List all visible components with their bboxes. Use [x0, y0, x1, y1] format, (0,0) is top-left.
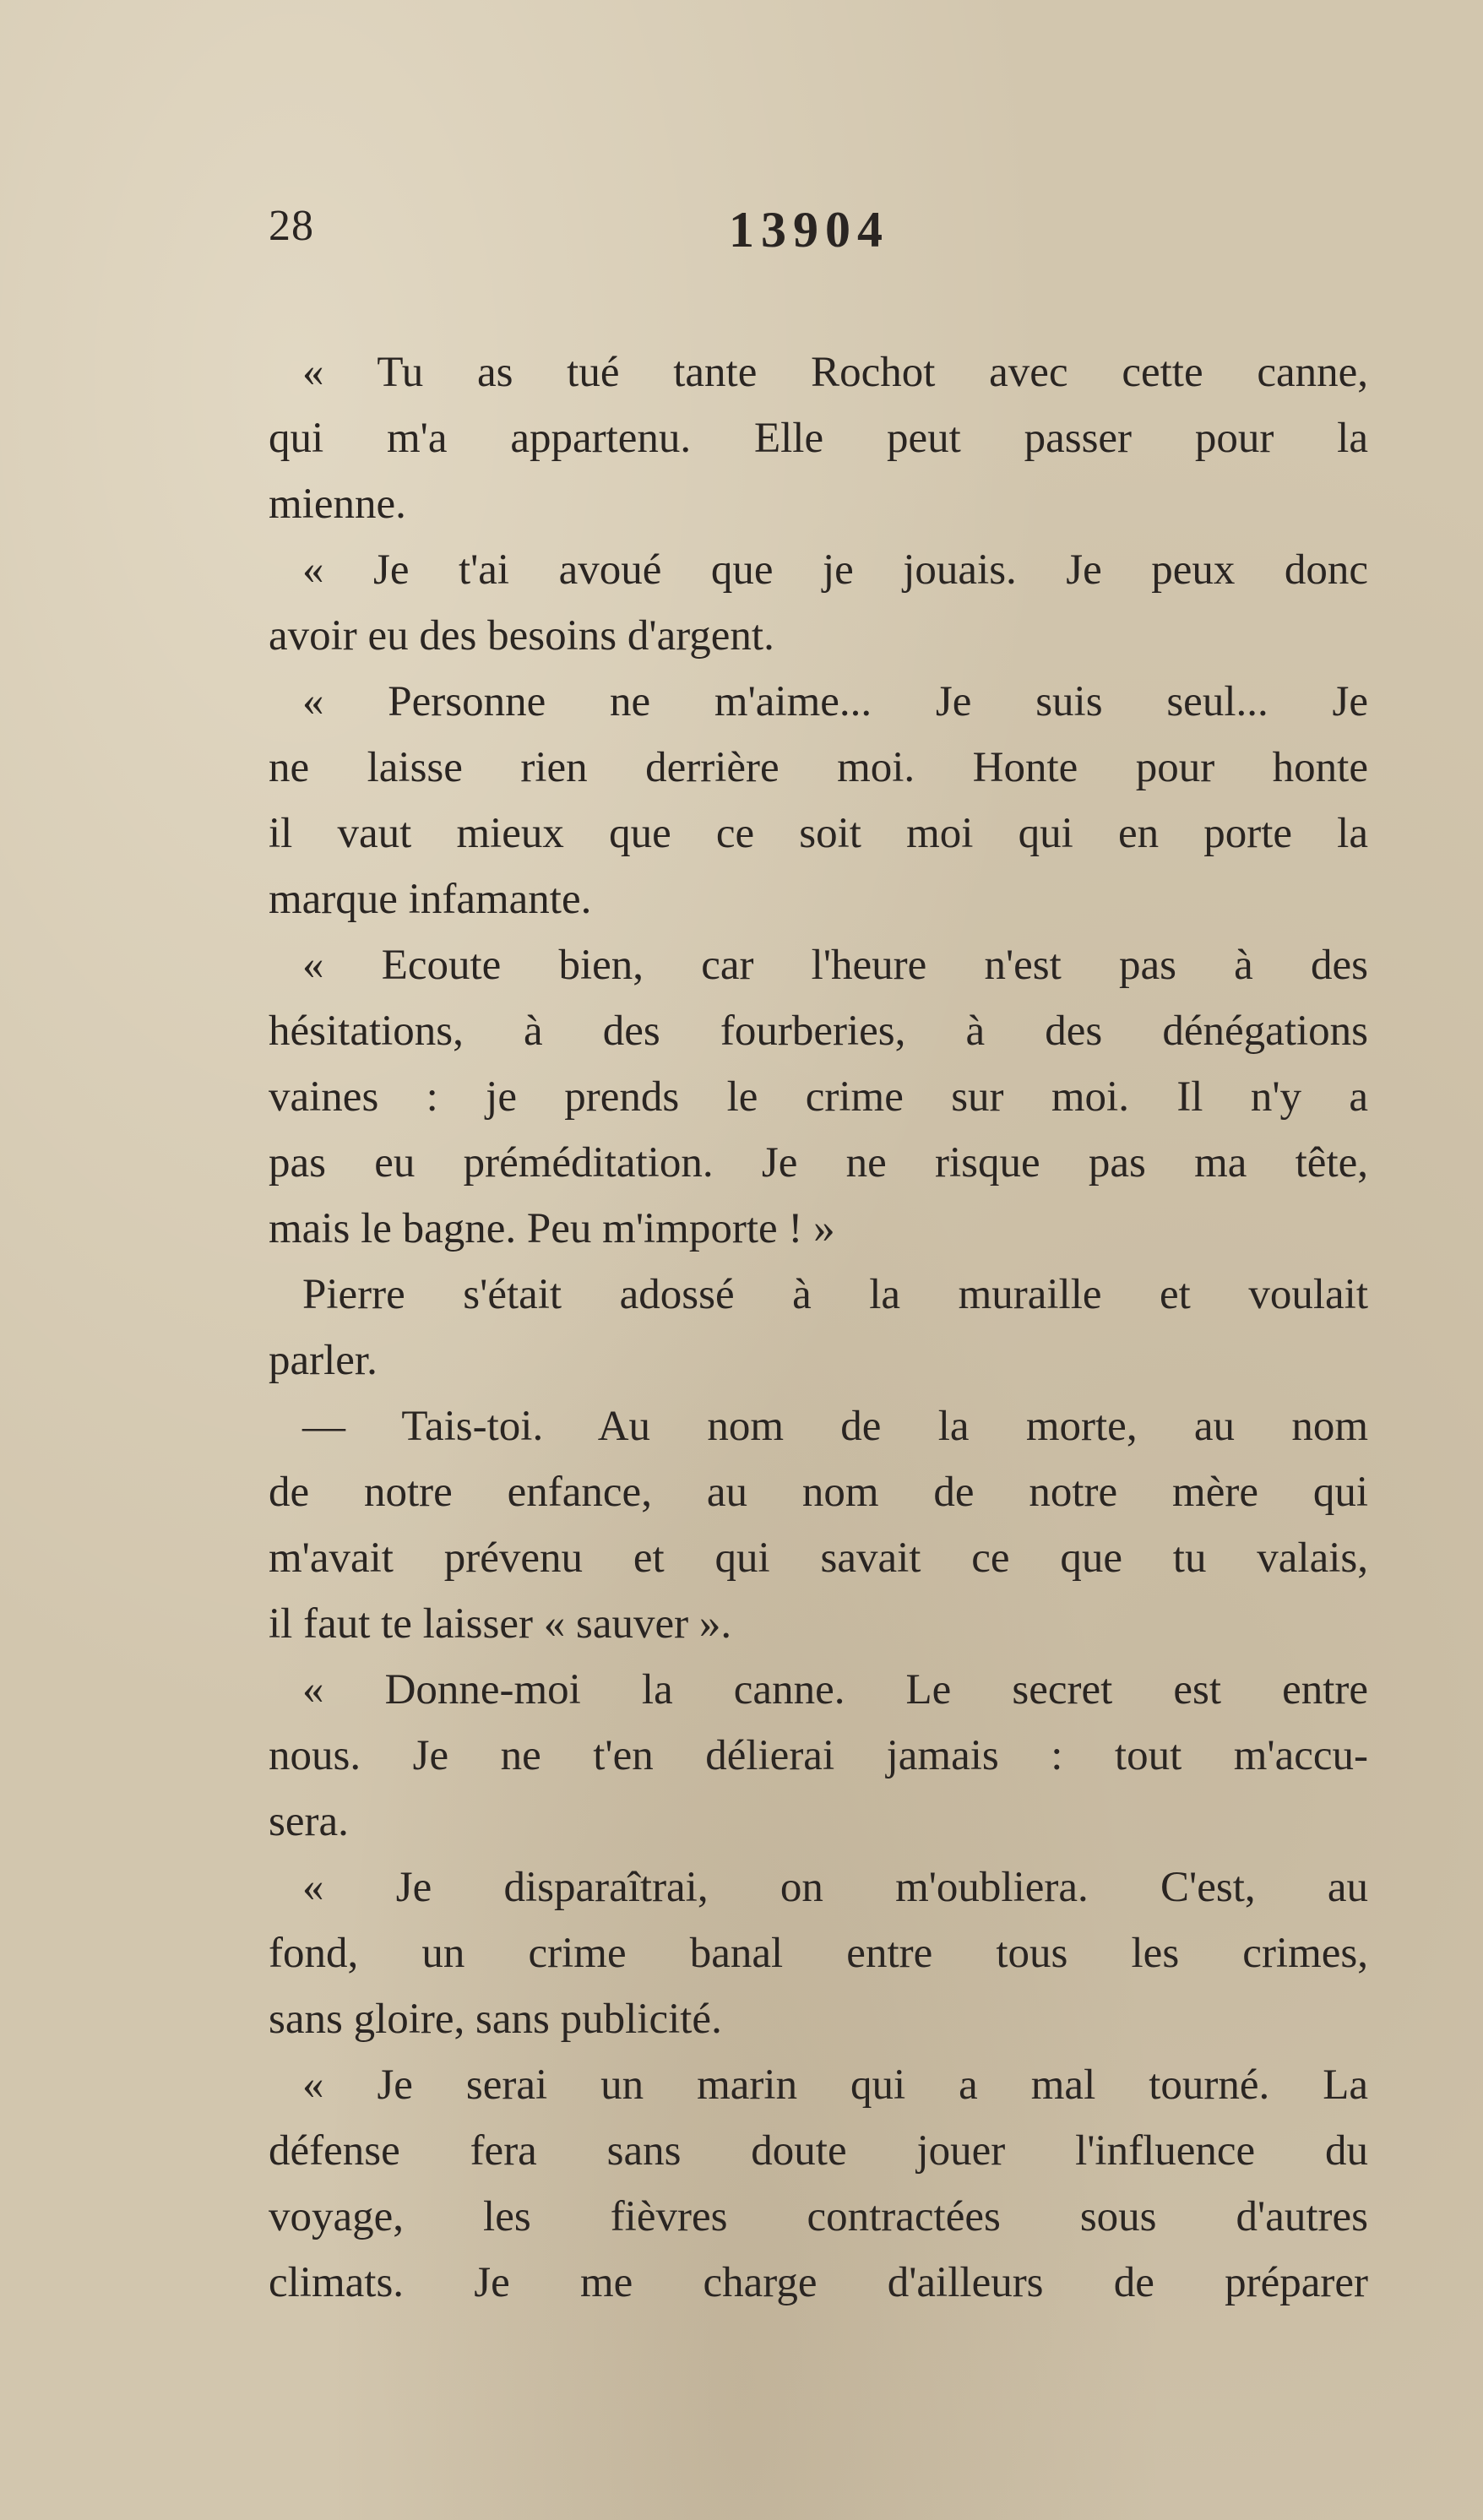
text-line: il faut te laisser « sauver ».	[269, 1600, 732, 1648]
text-line: nous. Je ne t'en délierai jamais : tout m'accu-	[269, 1732, 1368, 1779]
text-line: ne laisse rien derrière moi. Honte pour honte	[269, 744, 1368, 791]
text-line: m'avait prévenu et qui savait ce que tu valais,	[269, 1534, 1368, 1582]
text-line: de notre enfance, au nom de notre mère qui	[269, 1469, 1368, 1516]
text-line: mais le bagne. Peu m'importe ! »	[269, 1205, 835, 1252]
text-line: vaines : je prends le crime sur moi. Il n'y a	[269, 1073, 1368, 1121]
text-line: qui m'a appartenu. Elle peut passer pour la	[269, 415, 1368, 462]
text-line: « Je disparaîtrai, on m'oubliera. C'est, au	[302, 1864, 1368, 1911]
text-line: parler.	[269, 1337, 378, 1384]
running-title: 13904	[729, 202, 889, 258]
text-line: « Tu as tué tante Rochot avec cette canne,	[302, 349, 1368, 396]
body-text	[269, 339, 1368, 2316]
text-line: — Tais-toi. Au nom de la morte, au nom	[302, 1403, 1368, 1450]
page-header	[269, 201, 1366, 269]
page-number: 28	[269, 202, 314, 250]
text-line: pas eu préméditation. Je ne risque pas ma tête,	[269, 1139, 1368, 1187]
text-line: sans gloire, sans publicité.	[269, 1996, 722, 2043]
text-line: Pierre s'était adossé à la muraille et voulait	[302, 1271, 1368, 1318]
text-line: voyage, les fièvres contractées sous d'autres	[269, 2193, 1368, 2240]
text-line: sera.	[269, 1798, 349, 1845]
text-line: avoir eu des besoins d'argent.	[269, 612, 774, 660]
text-line: hésitations, à des fourberies, à des dénégations	[269, 1007, 1368, 1055]
text-line: fond, un crime banal entre tous les crimes,	[269, 1930, 1368, 1977]
text-line: « Donne-moi la canne. Le secret est entre	[302, 1666, 1368, 1713]
text-line: il vaut mieux que ce soit moi qui en porte la	[269, 810, 1368, 857]
text-line: mienne.	[269, 481, 406, 528]
text-line: marque infamante.	[269, 876, 592, 923]
text-line: climats. Je me charge d'ailleurs de préparer	[269, 2259, 1368, 2306]
text-line: « Ecoute bien, car l'heure n'est pas à des	[302, 942, 1368, 989]
text-line: « Je t'ai avoué que je jouais. Je peux donc	[302, 546, 1368, 594]
text-line: « Je serai un marin qui a mal tourné. La	[302, 2061, 1368, 2109]
text-line: défense fera sans doute jouer l'influence du	[269, 2127, 1368, 2175]
text-line: « Personne ne m'aime... Je suis seul... Je	[302, 678, 1368, 725]
